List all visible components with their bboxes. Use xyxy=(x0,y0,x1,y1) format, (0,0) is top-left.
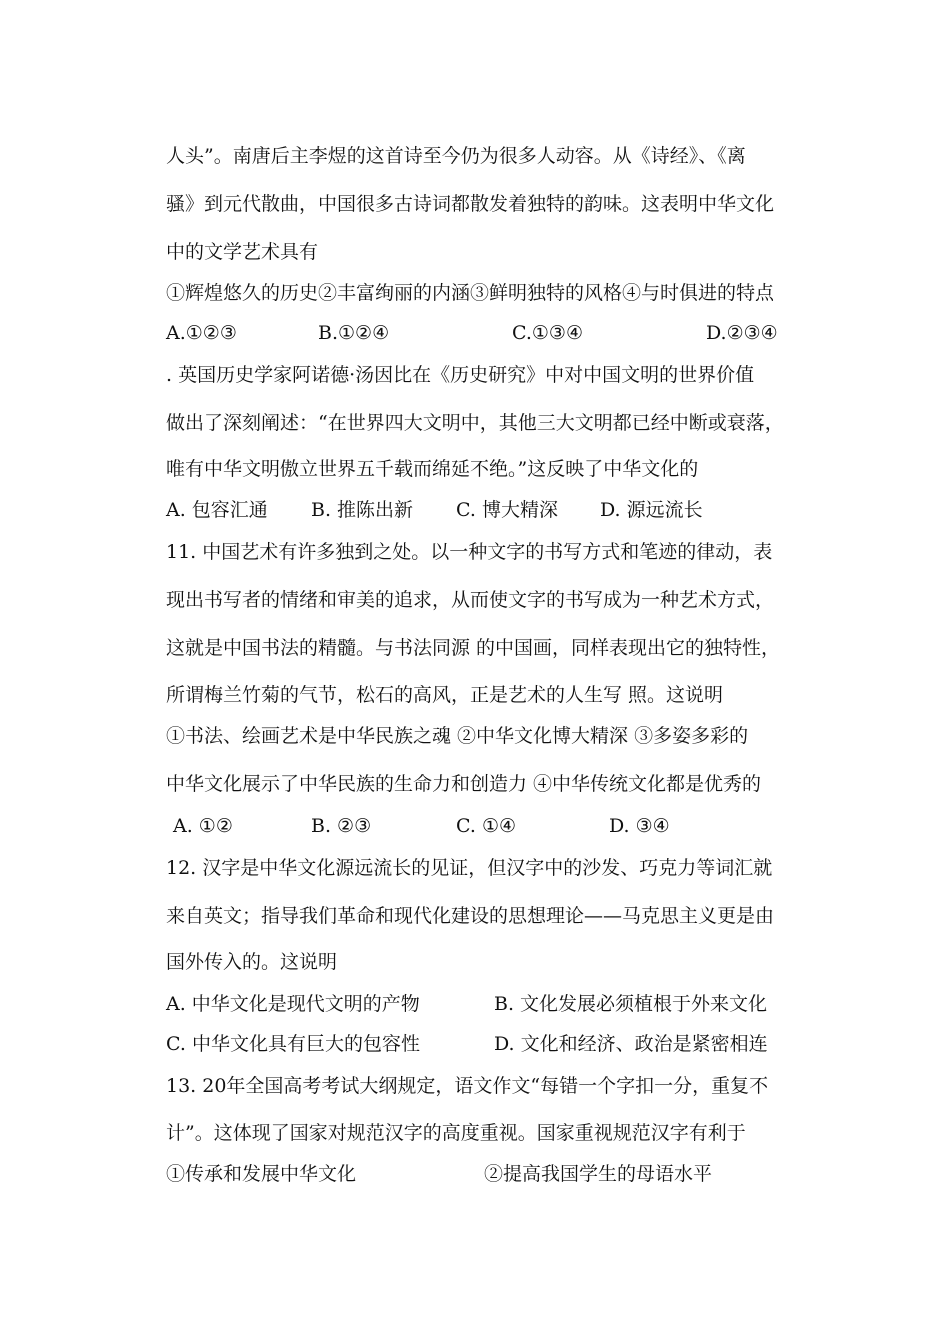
q11-line-4: 所谓梅兰竹菊的气节，松石的高风，正是艺术的人生写 照。这说明 xyxy=(166,684,724,706)
q12-option-c: C. 中华文化具有巨大的包容性 xyxy=(166,1033,420,1055)
q11-option-b: B. ②③ xyxy=(311,815,372,837)
q9-option-d: D.②③④ xyxy=(706,322,778,344)
q11-option-d: D. ③④ xyxy=(609,815,670,837)
q12-line-3: 国外传入的。这说明 xyxy=(166,951,338,973)
q9-statements: ①辉煌悠久的历史②丰富绚丽的内涵③鲜明独特的风格④与时俱进的特点 xyxy=(166,282,775,304)
q11-option-a: A. ①② xyxy=(173,815,233,837)
q12-option-a: A. 中华文化是现代文明的产物 xyxy=(166,993,420,1015)
q10-line-2: 做出了深刻阐述：“在世界四大文明中，其他三大文明都已经中断或衰落， xyxy=(166,412,784,434)
q12-option-d: D. 文化和经济、政治是紧密相连 xyxy=(494,1033,768,1055)
q12-line-1: 12. 汉字是中华文化源远流长的见证，但汉字中的沙发、巧克力等词汇就 xyxy=(166,857,773,879)
q10-option-b: B. 推陈出新 xyxy=(311,499,414,521)
q13-statement-1: ①传承和发展中华文化 xyxy=(166,1163,357,1185)
q10-line-1: . 英国历史学家阿诺德·汤因比在《历史研究》中对中国文明的世界价值 xyxy=(166,364,755,386)
q11-line-1: 11. 中国艺术有许多独到之处。以一种文字的书写方式和笔迹的律动，表 xyxy=(166,541,773,563)
q11-line-6: 中华文化展示了中华民族的生命力和创造力 ④中华传统文化都是优秀的 xyxy=(166,773,762,795)
q9-line-1: 人头”。南唐后主李煜的这首诗至今仍为很多人动容。从《诗经》、《离 xyxy=(166,145,746,167)
q11-line-5: ①书法、绘画艺术是中华民族之魂 ②中华文化博大精深 ③多姿多彩的 xyxy=(166,725,749,747)
q9-line-2: 骚》到元代散曲，中国很多古诗词都散发着独特的韵味。这表明中华文化 xyxy=(166,193,775,215)
q10-line-3: 唯有中华文明傲立世界五千载而绵延不绝。”这反映了中华文化的 xyxy=(166,458,699,480)
q9-option-c: C.①③④ xyxy=(512,322,583,344)
q12-line-2: 来自英文；指导我们革命和现代化建设的思想理论——马克思主义更是由 xyxy=(166,905,775,927)
q9-line-3: 中的文学艺术具有 xyxy=(166,241,319,263)
q10-option-d: D. 源远流长 xyxy=(600,499,703,521)
q9-option-b: B.①②④ xyxy=(318,322,390,344)
q11-line-3: 这就是中国书法的精髓。与书法同源 的中国画，同样表现出它的独特性， xyxy=(166,637,781,659)
q13-line-1: 13. 20年全国高考考试大纲规定，语文作文“每错一个字扣一分，重复不 xyxy=(166,1075,769,1097)
q9-option-a: A.①②③ xyxy=(166,322,237,344)
q10-option-c: C. 博大精深 xyxy=(456,499,558,521)
q13-statement-2: ②提高我国学生的母语水平 xyxy=(484,1163,713,1185)
q12-option-b: B. 文化发展必须植根于外来文化 xyxy=(494,993,768,1015)
q11-line-2: 现出书写者的情绪和审美的追求，从而使文字的书写成为一种艺术方式， xyxy=(166,589,775,611)
q11-option-c: C. ①④ xyxy=(456,815,517,837)
q13-line-2: 计”。这体现了国家对规范汉字的高度重视。国家重视规范汉字有利于 xyxy=(166,1122,746,1144)
q10-option-a: A. 包容汇通 xyxy=(166,499,268,521)
